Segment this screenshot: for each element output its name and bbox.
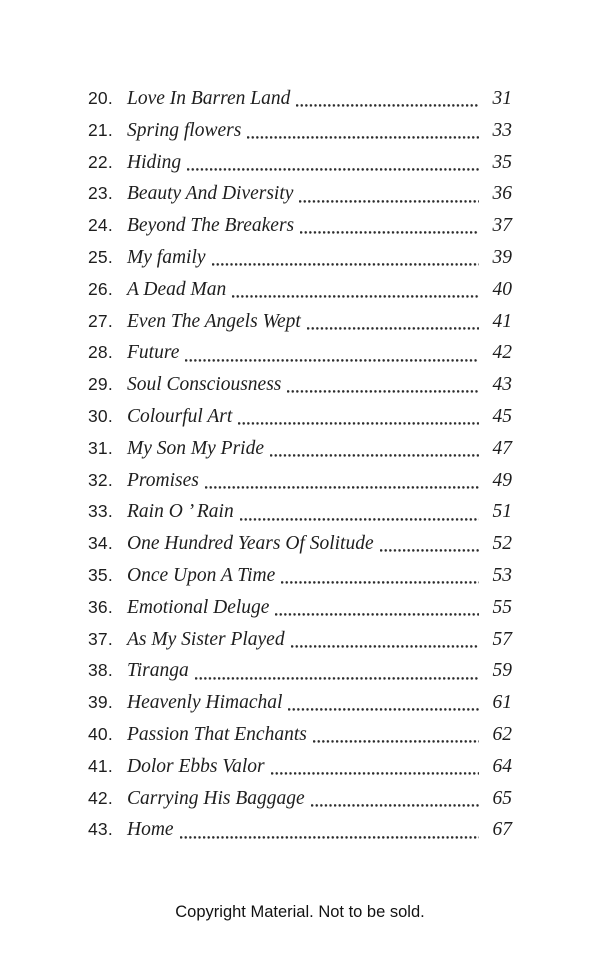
toc-entry-number: 28. (88, 342, 113, 363)
toc-entry-page: 59 (492, 660, 512, 682)
toc-entry-page: 55 (492, 596, 512, 618)
toc-entry-number: 30. (88, 405, 113, 426)
toc-entry-number: 29. (88, 374, 113, 395)
toc-entry-page: 61 (492, 692, 512, 714)
toc-entry (88, 210, 512, 242)
toc-dot-leader (288, 708, 479, 711)
toc-entry (88, 178, 512, 210)
toc-dot-leader (187, 168, 479, 171)
toc-entry-page: 53 (492, 564, 512, 586)
toc-entry (88, 242, 512, 274)
toc-dot-leader (232, 295, 479, 298)
toc-entry-title: One Hundred Years Of Solitude (127, 533, 374, 555)
toc-entry (88, 433, 512, 465)
toc-entry-title: Dolor Ebbs Valor (127, 755, 265, 777)
toc-entry (88, 751, 512, 783)
toc-entry-page: 43 (492, 374, 512, 396)
toc-dot-leader (291, 645, 479, 648)
toc-dot-leader (296, 104, 479, 107)
toc-entry (88, 306, 512, 338)
toc-entry-number: 23. (88, 183, 113, 204)
toc-entry-number: 37. (88, 628, 113, 649)
toc-entry-page: 62 (492, 723, 512, 745)
toc-dot-leader (300, 231, 479, 234)
toc-entry-page: 52 (492, 533, 512, 555)
toc-entry-title: Future (127, 342, 180, 364)
toc-entry-page: 49 (492, 469, 512, 491)
toc-entry-number: 34. (88, 533, 113, 554)
toc-entry-number: 31. (88, 437, 113, 458)
toc-entry (88, 147, 512, 179)
toc-dot-leader (270, 454, 479, 457)
toc-dot-leader (240, 518, 479, 521)
toc-entry-title: My family (127, 246, 206, 268)
toc-entry-number: 26. (88, 278, 113, 299)
toc-dot-leader (380, 549, 479, 552)
toc-entry-title: Hiding (127, 151, 182, 173)
toc-entry-number: 35. (88, 564, 113, 585)
toc-entry-number: 43. (88, 819, 113, 840)
toc-entry-page: 31 (492, 88, 512, 109)
toc-entry-title: As My Sister Played (127, 628, 285, 650)
toc-dot-leader (247, 136, 479, 139)
toc-entry (88, 719, 512, 751)
toc-entry-title: A Dead Man (127, 278, 227, 300)
toc-list (88, 83, 512, 846)
toc-entry (88, 401, 512, 433)
toc-dot-leader (185, 359, 479, 362)
toc-entry (88, 369, 512, 401)
toc-dot-leader (313, 740, 479, 743)
toc-entry-page: 41 (492, 310, 512, 332)
toc-entry-title: Home (127, 819, 174, 841)
toc-dot-leader (212, 263, 479, 266)
toc-entry-title: Spring flowers (127, 119, 242, 141)
toc-entry (88, 528, 512, 560)
toc-entry-title: Carrying His Baggage (127, 787, 305, 809)
toc-entry-page: 65 (492, 787, 512, 809)
toc-dot-leader (311, 804, 479, 807)
toc-entry-number: 27. (88, 310, 113, 331)
toc-entry-title: Colourful Art (127, 405, 233, 427)
toc-dot-leader (281, 581, 479, 584)
toc-dot-leader (307, 327, 479, 330)
toc-entry-number: 38. (88, 660, 113, 681)
toc-entry-title: Even The Angels Wept (127, 310, 301, 332)
toc-entry (88, 783, 512, 815)
toc-entry-page: 51 (492, 501, 512, 523)
toc-entry-number: 33. (88, 501, 113, 522)
toc-entry-page: 36 (492, 183, 512, 205)
toc-entry-page: 57 (492, 628, 512, 650)
toc-entry-page: 40 (492, 278, 512, 300)
toc-entry-title: Beyond The Breakers (127, 215, 295, 237)
toc-entry-title: Tiranga (127, 660, 189, 682)
toc-entry-page: 67 (492, 819, 512, 841)
toc-entry-number: 36. (88, 596, 113, 617)
toc-dot-leader (299, 200, 479, 203)
toc-entry-page: 42 (492, 342, 512, 364)
toc-entry-number: 41. (88, 755, 113, 776)
toc-entry-number: 20. (88, 88, 113, 108)
toc-entry-title: Emotional Deluge (127, 596, 270, 618)
toc-entry-page: 35 (492, 151, 512, 173)
toc-entry (88, 655, 512, 687)
toc-entry-title: Promises (127, 469, 199, 491)
toc-entry (88, 592, 512, 624)
toc-dot-leader (238, 422, 479, 425)
toc-entry (88, 496, 512, 528)
toc-entry-number: 24. (88, 215, 113, 236)
toc-entry-page: 47 (492, 437, 512, 459)
toc-entry-page: 64 (492, 755, 512, 777)
toc-entry-number: 39. (88, 692, 113, 713)
toc-entry-page: 45 (492, 405, 512, 427)
toc-entry-page: 33 (492, 119, 512, 141)
toc-entry-number: 22. (88, 151, 113, 172)
toc-entry (88, 560, 512, 592)
toc-entry-number: 42. (88, 787, 113, 808)
toc-entry (88, 115, 512, 147)
toc-dot-leader (205, 486, 479, 489)
toc-entry (88, 814, 512, 846)
copyright-notice: Copyright Material. Not to be sold. (175, 903, 425, 921)
toc-entry-number: 21. (88, 119, 113, 140)
toc-entry (88, 687, 512, 719)
toc-entry-title: Passion That Enchants (127, 723, 307, 745)
toc-entry-title: Once Upon A Time (127, 564, 276, 586)
toc-entry (88, 274, 512, 306)
toc-entry-title: Rain O ’ Rain (127, 501, 234, 523)
toc-entry-title: Soul Consciousness (127, 374, 282, 396)
toc-entry-title: Heavenly Himachal (127, 692, 283, 714)
toc-entry-page: 39 (492, 246, 512, 268)
toc-entry-page: 37 (492, 215, 512, 237)
toc-entry-number: 25. (88, 246, 113, 267)
toc-entry (88, 337, 512, 369)
toc-dot-leader (195, 677, 479, 680)
toc-dot-leader (271, 772, 479, 775)
toc-entry (88, 624, 512, 656)
toc-entry (88, 83, 512, 115)
toc-entry-number: 32. (88, 469, 113, 490)
toc-dot-leader (287, 390, 479, 393)
toc-entry-title: Beauty And Diversity (127, 183, 294, 205)
toc-entry-number: 40. (88, 723, 113, 744)
toc-dot-leader (180, 836, 479, 839)
toc-dot-leader (275, 613, 479, 616)
toc-entry-title: My Son My Pride (127, 437, 264, 459)
toc-entry (88, 465, 512, 497)
toc-entry-title: Love In Barren Land (127, 88, 291, 109)
